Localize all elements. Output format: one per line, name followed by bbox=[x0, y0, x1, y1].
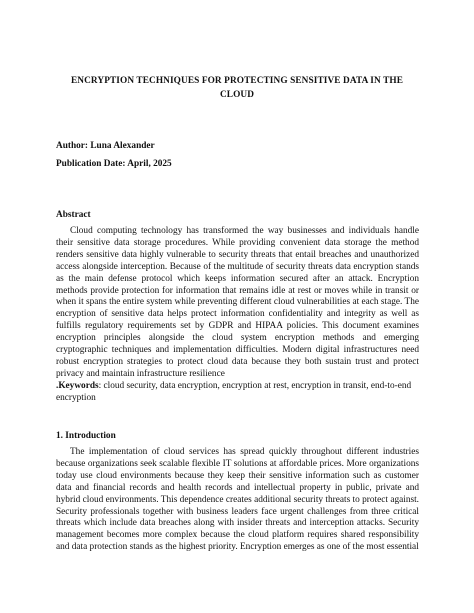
paper-title: ENCRYPTION TECHNIQUES FOR PROTECTING SENSITIVE DATA IN THE CLOUD bbox=[70, 76, 404, 100]
abstract-heading: Abstract bbox=[56, 210, 91, 220]
introduction-paragraph: The implementation of cloud services has spread quickly throughout different industries because organizations seek scalable flexible IT solutions at affordable prices. More organizations today use cloud environments because they keep their sensitive information such as customer data and financial records and health records and intellectual property in public, private and hybrid cloud environments. This dependence creates additional security threats to protect against. Security professionals together with business leaders face urgent challenges from three critical threats which include data breaches along with insider threats and interception attacks. Security management becomes more complex because the cloud platform requires shared responsibility and data protection stands as the highest priority. Encryption emerges as one of the most essential bbox=[56, 447, 419, 553]
keywords-text: : cloud security, data encryption, encryption at rest, encryption in transit, end-to-end encryption bbox=[56, 381, 412, 403]
abstract-paragraph: Cloud computing technology has transformed the way businesses and individuals handle their sensitive data storage procedures. While providing convenient data storage the method renders sensitive data highly vulnerable to security threats that entail breaches and unauthorized access alongside interception. Because of the multitude of security threats data encryption stands as the main defense protocol which keeps information secured after an attack. Encryption methods provide protection for information that remains idle at rest or moves while in transit or when it spans the entire system while preventing different cloud vulnerabilities at each stage. The encryption of sensitive data helps protect information confidentiality and integrity as well as fulfills regulatory requirements set by GDPR and HIPAA policies. This document examines encryption principles alongside the cloud system encryption methods and emerging cryptographic techniques and implementation difficulties. Modern digital infrastructures need robust encryption strategies to protect cloud data because they both sustain trust and protect privacy and maintain infrastructure resilience bbox=[56, 226, 419, 379]
keywords-label: .Keywords bbox=[56, 381, 99, 391]
introduction-heading: 1. Introduction bbox=[56, 431, 116, 441]
keywords-line bbox=[56, 381, 419, 405]
publication-date: Publication Date: April, 2025 bbox=[56, 159, 172, 169]
author-line: Author: Luna Alexander bbox=[56, 141, 155, 151]
